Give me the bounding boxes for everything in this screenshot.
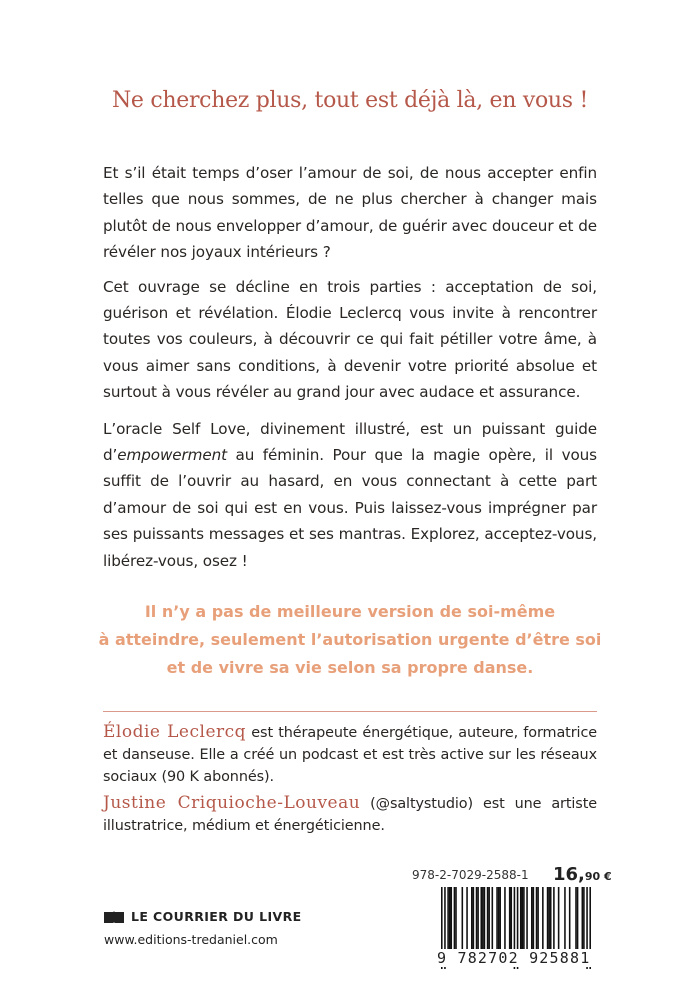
barcode-bar xyxy=(522,887,524,958)
barcode-bar xyxy=(496,887,498,958)
empowerment-italic: empowerment xyxy=(117,446,227,465)
barcode-bar xyxy=(471,887,473,958)
divider xyxy=(103,711,597,712)
barcode-bar xyxy=(473,887,475,958)
barcode-bar xyxy=(582,887,584,958)
barcode-bar xyxy=(550,887,552,958)
paragraph-3-start: L’oracle Self Love, divinement illustré, est un puissant guide d’ xyxy=(103,419,597,465)
barcode-bar xyxy=(480,887,482,958)
barcode-bar xyxy=(548,887,550,958)
description-paragraph-1: Et s’il était temps d’oser l’amour de soi, de nous accepter enfin telles que nous sommes, de ne plus chercher à changer mais plutôt de nous envelopper d’amour, de guérir avec douceur et de révéler nos joyaux intérieurs ? xyxy=(103,164,597,262)
barcode-bar xyxy=(454,887,456,958)
barcode-bar xyxy=(558,887,560,958)
barcode-bar xyxy=(455,887,457,958)
quote-line-2: à atteindre, seulement l’autorisation urgente d’être soi xyxy=(98,630,602,649)
author-name: Élodie Leclercq xyxy=(103,722,247,742)
barcode-bar xyxy=(569,887,571,958)
biographies xyxy=(103,721,597,837)
author-bio-text: est thérapeute énergétique, auteure, formatrice et danseuse. Elle a créé un podcast et est très active sur les réseaux sociaux (90 K abonnés). xyxy=(103,725,598,785)
barcode-bar xyxy=(537,887,539,958)
publisher-name: LE COURRIER DU LIVRE xyxy=(131,909,302,924)
barcode-bar xyxy=(449,887,451,958)
pull-quote xyxy=(95,598,605,682)
barcode-bar xyxy=(476,887,478,958)
barcode-bar xyxy=(504,887,506,958)
barcode-bar xyxy=(553,887,555,958)
barcode-bar xyxy=(488,887,490,958)
barcode-bar xyxy=(477,887,479,958)
barcode-bar xyxy=(492,887,494,958)
barcode-bar xyxy=(509,887,511,958)
barcode-bar xyxy=(564,887,566,958)
barcode-bar xyxy=(575,887,577,958)
barcode-bar xyxy=(447,887,449,958)
barcode-bar xyxy=(583,887,585,958)
isbn-price-line xyxy=(412,864,612,886)
barcode-bar xyxy=(533,887,535,958)
barcode-digits: 9 782702 925881 xyxy=(434,949,599,967)
headline: Ne cherchez plus, tout est déjà là, en vous ! xyxy=(111,88,588,113)
barcode-bar xyxy=(542,887,544,958)
quote-line-3: et de vivre sa vie selon sa propre danse. xyxy=(166,658,534,677)
quote-line-1: Il n’y a pas de meilleure version de soi-même xyxy=(144,602,556,621)
barcode-bar xyxy=(499,887,501,958)
publisher xyxy=(104,909,302,947)
isbn: 978-2-7029-2588-1 xyxy=(412,868,529,882)
author-bio xyxy=(103,721,597,788)
barcode-bar xyxy=(498,887,500,958)
price-main: 16, xyxy=(553,864,585,885)
barcode-bar xyxy=(531,887,533,958)
barcode-bar xyxy=(536,887,538,958)
paragraph-3-end: au féminin. Pour que la magie opère, il vous suffit de l’ouvrir au hasard, en vous connectant à cette part d’amour de soi qui est en vous. Puis laissez-vous imprégner par ses puissants messages et ses mantras. Explorez, acceptez-vous, libérez-vous, osez ! xyxy=(103,446,597,570)
barcode-bar xyxy=(577,887,579,958)
barcode-bar xyxy=(484,887,486,958)
barcode-bar xyxy=(520,887,522,958)
illustrator-bio-text: (@saltystudio) est une artiste illustratrice, médium et énergéticienne. xyxy=(103,796,597,834)
barcode-bar xyxy=(487,887,489,958)
barcode-bar xyxy=(547,887,549,958)
barcode-bar xyxy=(482,887,484,958)
illustrator-bio xyxy=(103,792,597,837)
barcode-bar xyxy=(523,887,525,958)
barcode-bar xyxy=(450,887,452,958)
description-paragraph-2: Cet ouvrage se décline en trois parties : acceptation de soi, guérison et révélation. Élodie Leclercq vous invite à rencontrer toutes vos couleurs, à découvrir ce qui fait pétiller votre âme, à vous aimer sans conditions, à devenir votre priorité absolue et surtout à vous révéler au grand jour avec audace et assurance. xyxy=(103,277,597,402)
barcode-bar xyxy=(462,887,464,958)
barcode-bar xyxy=(526,887,528,958)
price-cents: 90 € xyxy=(584,870,612,883)
barcode-bar xyxy=(510,887,512,958)
price xyxy=(553,864,612,885)
description-paragraph-3 xyxy=(103,416,597,574)
publisher-website[interactable]: www.editions-tredaniel.com xyxy=(104,932,278,947)
description xyxy=(103,160,597,582)
book-icon xyxy=(104,911,124,923)
illustrator-name: Justine Criquioche-Louveau xyxy=(103,793,361,813)
barcode-bar xyxy=(466,887,468,958)
